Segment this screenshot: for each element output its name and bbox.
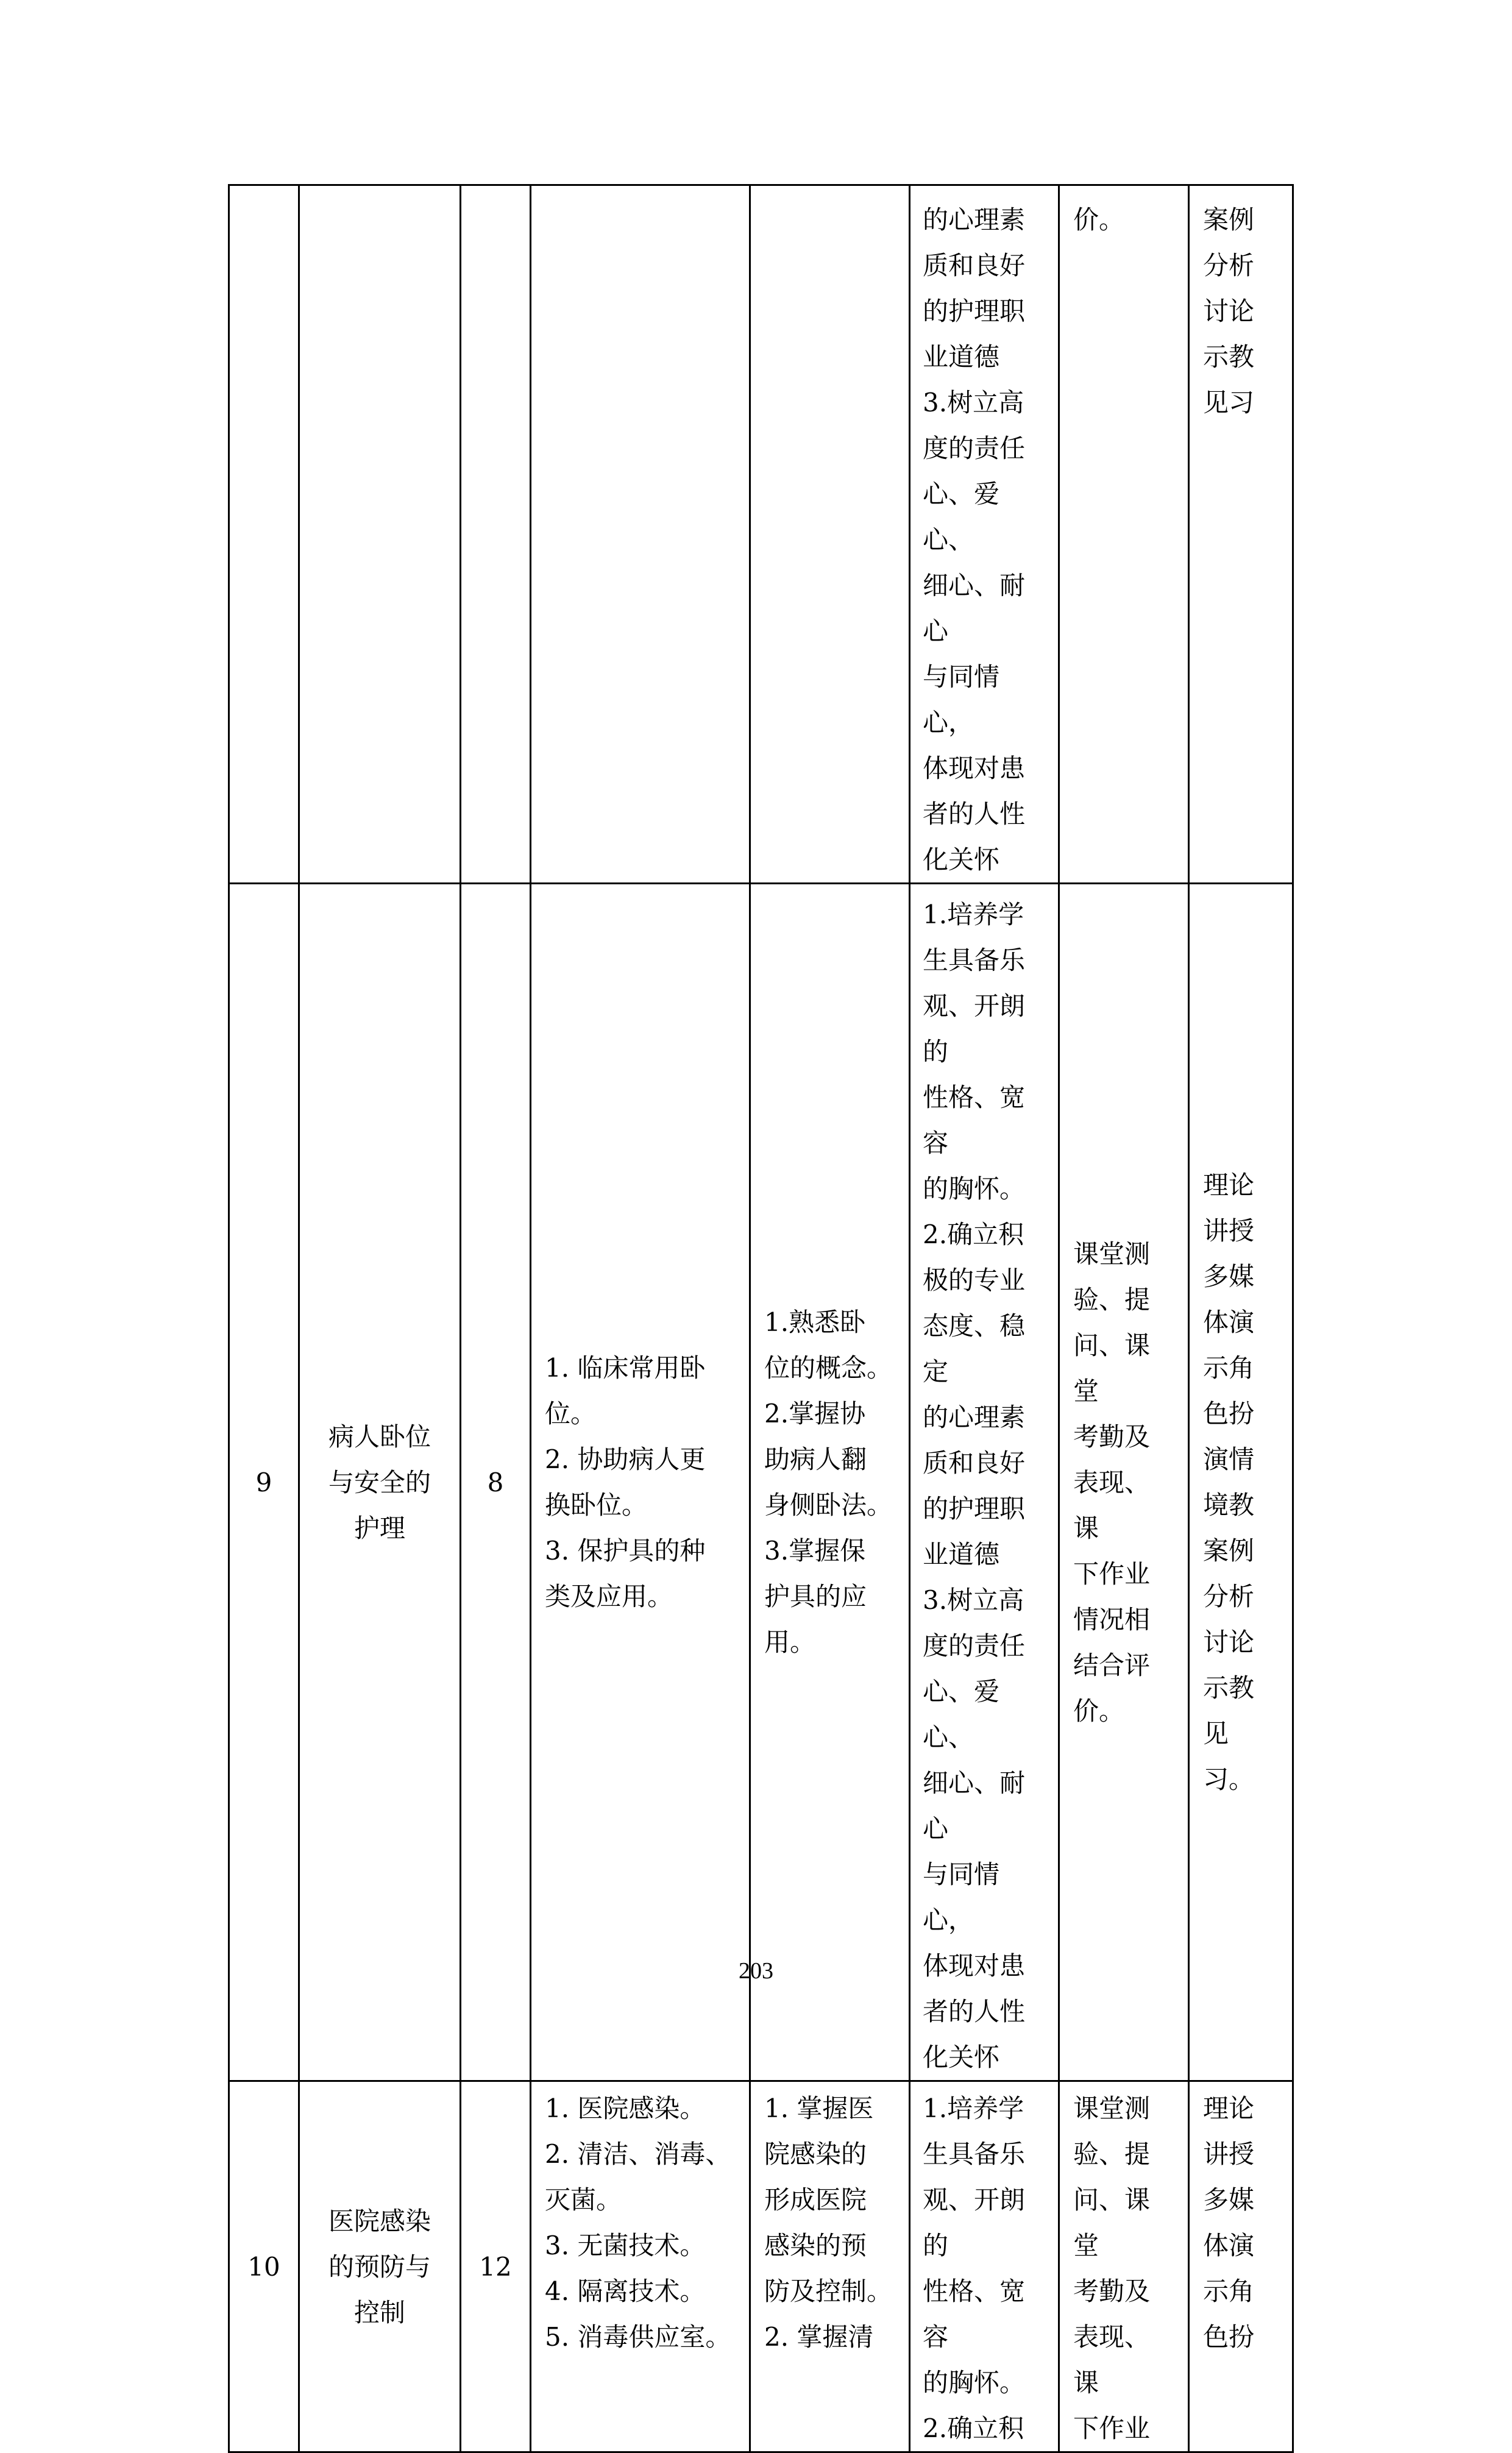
course-table	[228, 184, 1294, 2453]
methods-cell	[1189, 884, 1293, 2081]
requirements-cell	[750, 2081, 910, 2452]
index-text: 10	[247, 2251, 280, 2282]
assessment-cell	[1059, 2081, 1189, 2452]
ideology-cell	[910, 884, 1059, 2081]
methods-text: 理论 讲授 多媒 体演 示角 色扮	[1203, 2093, 1255, 2352]
ideology-text: 1.培养学 生具备乐 观、开朗的 性格、宽容 的胸怀。 2.确立积 极的专业 态度、稳定 的心理素 质和良好 的护理职 业道德 3.树立高 度的责任 心、爱心、 细心、耐心 与同情心， 体现对患 者的人性 化关怀	[923, 900, 1026, 2072]
content-cell	[531, 185, 750, 884]
title-cell	[299, 185, 461, 884]
hours-cell	[461, 2081, 531, 2452]
hours-cell	[461, 884, 531, 2081]
ideology-text: 1.培养学 生具备乐 观、开朗的 性格、宽容 的胸怀。 2.确立积	[923, 2093, 1026, 2443]
title-text: 病人卧位 与安全的 护理	[328, 1421, 431, 1543]
content-text: 1. 临床常用卧 位。 2. 协助病人更 换卧位。 3. 保护具的种 类及应用。	[545, 1353, 706, 1611]
content-text: 1. 医院感染。 2. 清洁、消毒、 灭菌。 3. 无菌技术。 4. 隔离技术。 5. 消毒供应室。	[545, 2093, 731, 2352]
hours-cell	[461, 185, 531, 884]
hours-text: 12	[479, 2251, 512, 2282]
methods-text: 理论 讲授 多媒 体演 示角 色扮 演情 境教 案例 分析 讨论 示教 见习。	[1203, 1170, 1255, 1794]
methods-text: 案例 分析 讨论 示教 见习	[1203, 205, 1255, 417]
methods-cell	[1189, 185, 1293, 884]
index-cell	[229, 2081, 299, 2452]
content-cell	[531, 884, 750, 2081]
title-cell	[299, 2081, 461, 2452]
requirements-cell	[750, 185, 910, 884]
assessment-text: 课堂测 验、提 问、课堂 考勤及 表现、课 下作业	[1073, 2093, 1151, 2443]
methods-cell	[1189, 2081, 1293, 2452]
content-cell	[531, 2081, 750, 2452]
ideology-text: 的心理素 质和良好 的护理职 业道德 3.树立高 度的责任 心、爱心、 细心、耐心 与同情心， 体现对患 者的人性 化关怀	[923, 205, 1026, 875]
title-text: 医院感染 的预防与 控制	[328, 2206, 431, 2327]
page-number: 203	[739, 1958, 773, 1984]
index-cell	[229, 884, 299, 2081]
table-row	[229, 185, 1293, 884]
requirements-text: 1.熟悉卧 位的概念。 2.掌握协 助病人翻 身侧卧法。 3.掌握保 护具的应 用。	[764, 1307, 893, 1657]
assessment-text: 价。	[1073, 205, 1125, 235]
assessment-text: 课堂测 验、提 问、课堂 考勤及 表现、课 下作业 情况相 结合评 价。	[1073, 1238, 1151, 1726]
table-row	[229, 884, 1293, 2081]
title-cell	[299, 884, 461, 2081]
index-text: 9	[255, 1467, 272, 1497]
requirements-cell	[750, 884, 910, 2081]
hours-text: 8	[487, 1467, 504, 1497]
ideology-cell	[910, 185, 1059, 884]
ideology-cell	[910, 2081, 1059, 2452]
requirements-text: 1. 掌握医 院感染的 形成医院 感染的预 防及控制。 2. 掌握清	[764, 2093, 893, 2352]
table-row	[229, 2081, 1293, 2452]
assessment-cell	[1059, 185, 1189, 884]
index-cell	[229, 185, 299, 884]
assessment-cell	[1059, 884, 1189, 2081]
